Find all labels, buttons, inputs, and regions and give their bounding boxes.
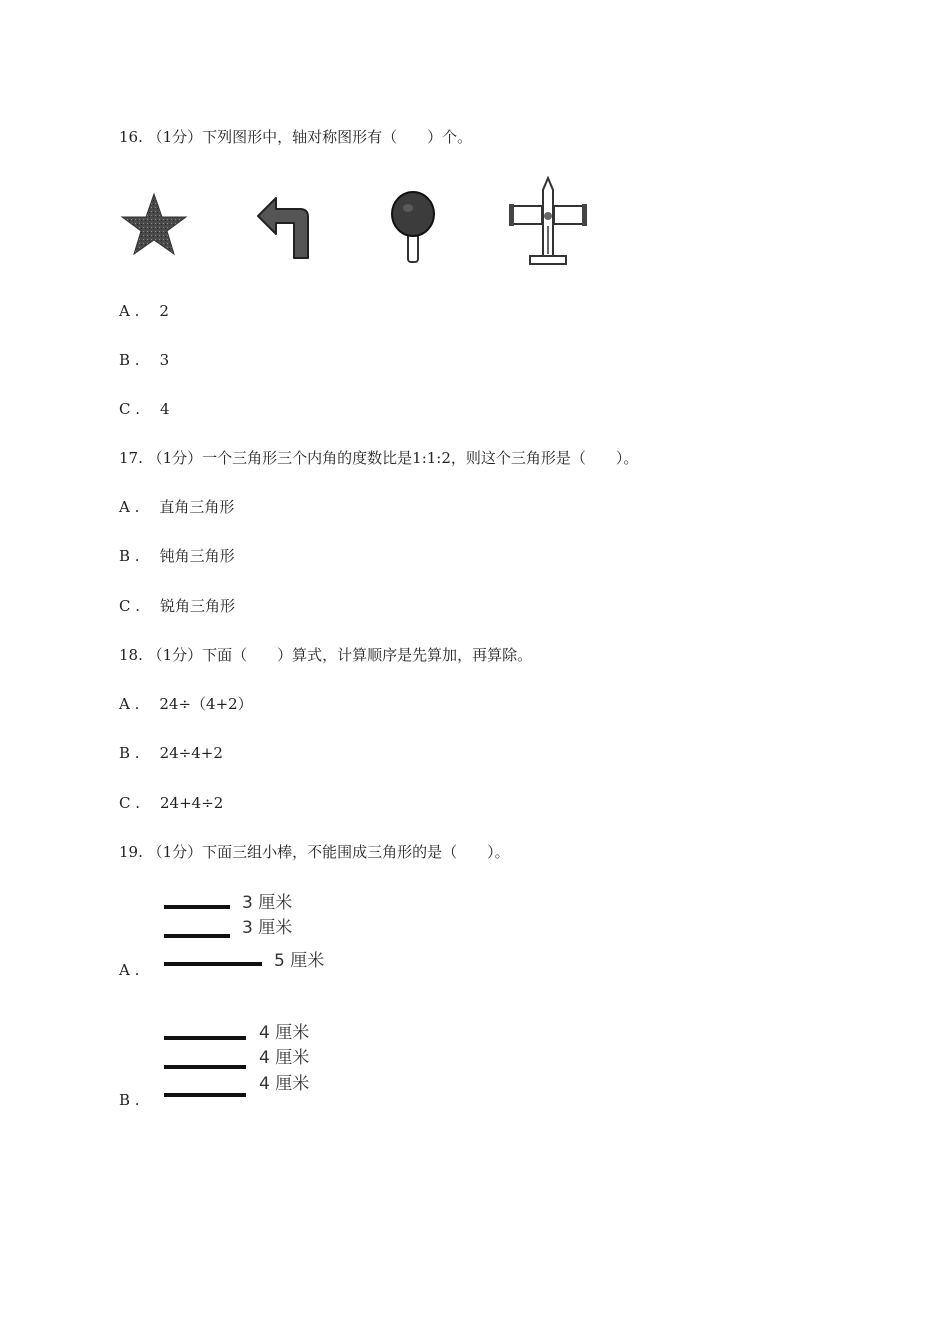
stick-label: 4 厘米 [259, 1074, 310, 1094]
option-17-c[interactable] [119, 596, 235, 616]
stick-label: 3 厘米 [242, 918, 293, 938]
question-18-text: 18. （1分）下面（ ）算式，计算顺序是先算加，再算除。 [119, 646, 533, 664]
star-icon [118, 190, 190, 256]
option-18-b[interactable] [119, 743, 223, 763]
option-text: 2 [159, 302, 169, 320]
stick-bar [164, 1036, 246, 1040]
option-19-b[interactable] [119, 1090, 140, 1110]
option-letter: B . [119, 744, 140, 762]
option-text: 24÷4+2 [159, 744, 223, 762]
option-letter: A . [119, 961, 140, 979]
option-text: 4 [160, 400, 170, 418]
option-text: 24÷（4+2） [159, 695, 253, 713]
option-letter: A . [119, 695, 140, 713]
option-text: 24+4÷2 [160, 794, 224, 812]
turn-left-arrow-icon [254, 192, 316, 260]
option-19-a[interactable] [119, 960, 139, 980]
option-letter: C . [119, 597, 141, 615]
stick-label: 3 厘米 [242, 893, 293, 913]
option-text: 3 [159, 351, 170, 369]
option-18-a[interactable] [119, 694, 253, 714]
stick-bar [164, 1065, 246, 1069]
airplane-icon [504, 176, 592, 268]
option-17-a[interactable] [119, 497, 234, 517]
stick-bar [164, 962, 262, 966]
option-letter: B . [119, 1091, 140, 1109]
option-16-b[interactable] [119, 350, 169, 370]
stick-label: 4 厘米 [259, 1023, 310, 1043]
option-text: 钝角三角形 [159, 547, 235, 565]
option-17-b[interactable] [119, 546, 235, 566]
option-letter: B . [119, 547, 140, 565]
option-letter: A . [119, 498, 140, 516]
option-18-c[interactable] [119, 793, 223, 813]
stick-bar [164, 934, 230, 938]
option-text: 锐角三角形 [160, 597, 236, 615]
option-letter: A . [119, 302, 140, 320]
stick-bar [164, 1093, 246, 1097]
option-letter: B . [119, 351, 140, 369]
stick-label: 4 厘米 [259, 1048, 310, 1068]
option-16-c[interactable] [119, 399, 170, 419]
option-text: 直角三角形 [159, 498, 235, 516]
option-16-a[interactable] [119, 301, 169, 321]
question-19-text: 19. （1分）下面三组小棒，不能围成三角形的是（ ）。 [119, 843, 510, 861]
option-letter: C . [119, 794, 141, 812]
stick-bar [164, 905, 230, 909]
ping-pong-paddle-icon [388, 188, 438, 266]
question-17-text: 17. （1分）一个三角形三个内角的度数比是1:1:2，则这个三角形是（ ）。 [119, 449, 639, 467]
question-16-text: 16. （1分）下列图形中，轴对称图形有（ ）个。 [119, 128, 473, 146]
option-letter: C . [119, 400, 141, 418]
stick-label: 5 厘米 [274, 951, 325, 971]
